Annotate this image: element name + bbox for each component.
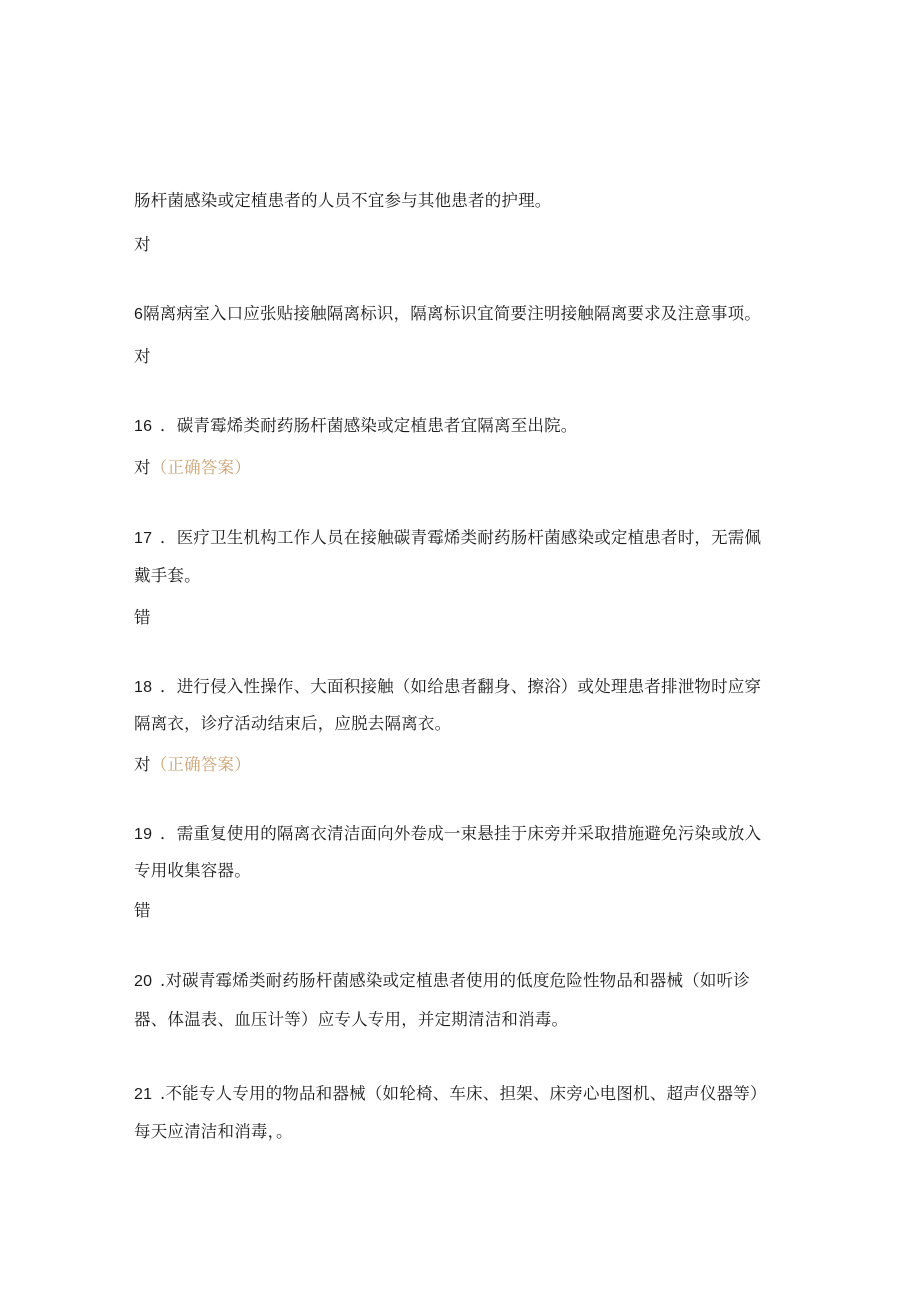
question-line xyxy=(134,823,761,846)
answer-text: 对 xyxy=(134,458,151,477)
question-text: ．医疗卫生机构工作人员在接触碳青霉烯类耐药肠杆菌感染或定植患者时，无需佩 xyxy=(160,528,762,547)
question-number: 20 xyxy=(134,973,153,990)
question-text-line: 器、体温表、血压计等）应专人专用，并定期清洁和消毒。 xyxy=(134,1010,569,1029)
question-line xyxy=(134,1083,767,1106)
question-text: ．碳青霉烯类耐药肠杆菌感染或定植患者宜隔离至出院。 xyxy=(160,416,578,435)
question-text-line: 每天应清洁和消毒，。 xyxy=(134,1122,293,1141)
correct-answer-note: （正确答案） xyxy=(150,458,251,477)
answer-text: 错 xyxy=(134,901,151,920)
question-number: 16 xyxy=(134,418,153,435)
answer-text: 对 xyxy=(134,235,151,254)
question-text: 隔离病室入口应张贴接触隔离标识，隔离标识宜简要注明接触隔离要求及注意事项。 xyxy=(143,304,762,323)
question-text: ．进行侵入性操作、大面积接触（如给患者翻身、擦浴）或处理患者排泄物时应穿 xyxy=(160,677,762,696)
question-text: ．需重复使用的隔离衣清洁面向外卷成一束悬挂于床旁并采取措施避免污染或放入 xyxy=(160,824,762,843)
question-text: .不能专人专用的物品和器械（如轮椅、车床、担架、床旁心电图机、超声仪器等） xyxy=(160,1084,767,1103)
question-number: 17 xyxy=(134,530,153,547)
question-text: .对碳青霉烯类耐药肠杆菌感染或定植患者使用的低度危险性物品和器械（如听诊 xyxy=(160,971,750,990)
correct-answer-note: （正确答案） xyxy=(150,755,251,774)
question-number: 6 xyxy=(134,306,144,323)
question-line xyxy=(134,303,761,326)
question-line xyxy=(134,970,750,993)
question-text-line: 隔离衣，诊疗活动结束后，应脱去隔离衣。 xyxy=(134,714,452,733)
question-text-line: 肠杆菌感染或定植患者的人员不宜参与其他患者的护理。 xyxy=(134,191,552,210)
question-number: 21 xyxy=(134,1086,153,1103)
question-text-line: 戴手套。 xyxy=(134,566,201,585)
question-line xyxy=(134,415,578,438)
answer-text: 对 xyxy=(134,755,151,774)
answer-text: 对 xyxy=(134,347,151,366)
question-line xyxy=(134,676,761,699)
question-number: 19 xyxy=(134,826,153,843)
question-line xyxy=(134,527,761,550)
question-number: 18 xyxy=(134,679,153,696)
answer-line xyxy=(134,754,251,776)
question-text-line: 专用收集容器。 xyxy=(134,861,251,880)
answer-text: 错 xyxy=(134,608,151,627)
answer-line xyxy=(134,457,251,479)
